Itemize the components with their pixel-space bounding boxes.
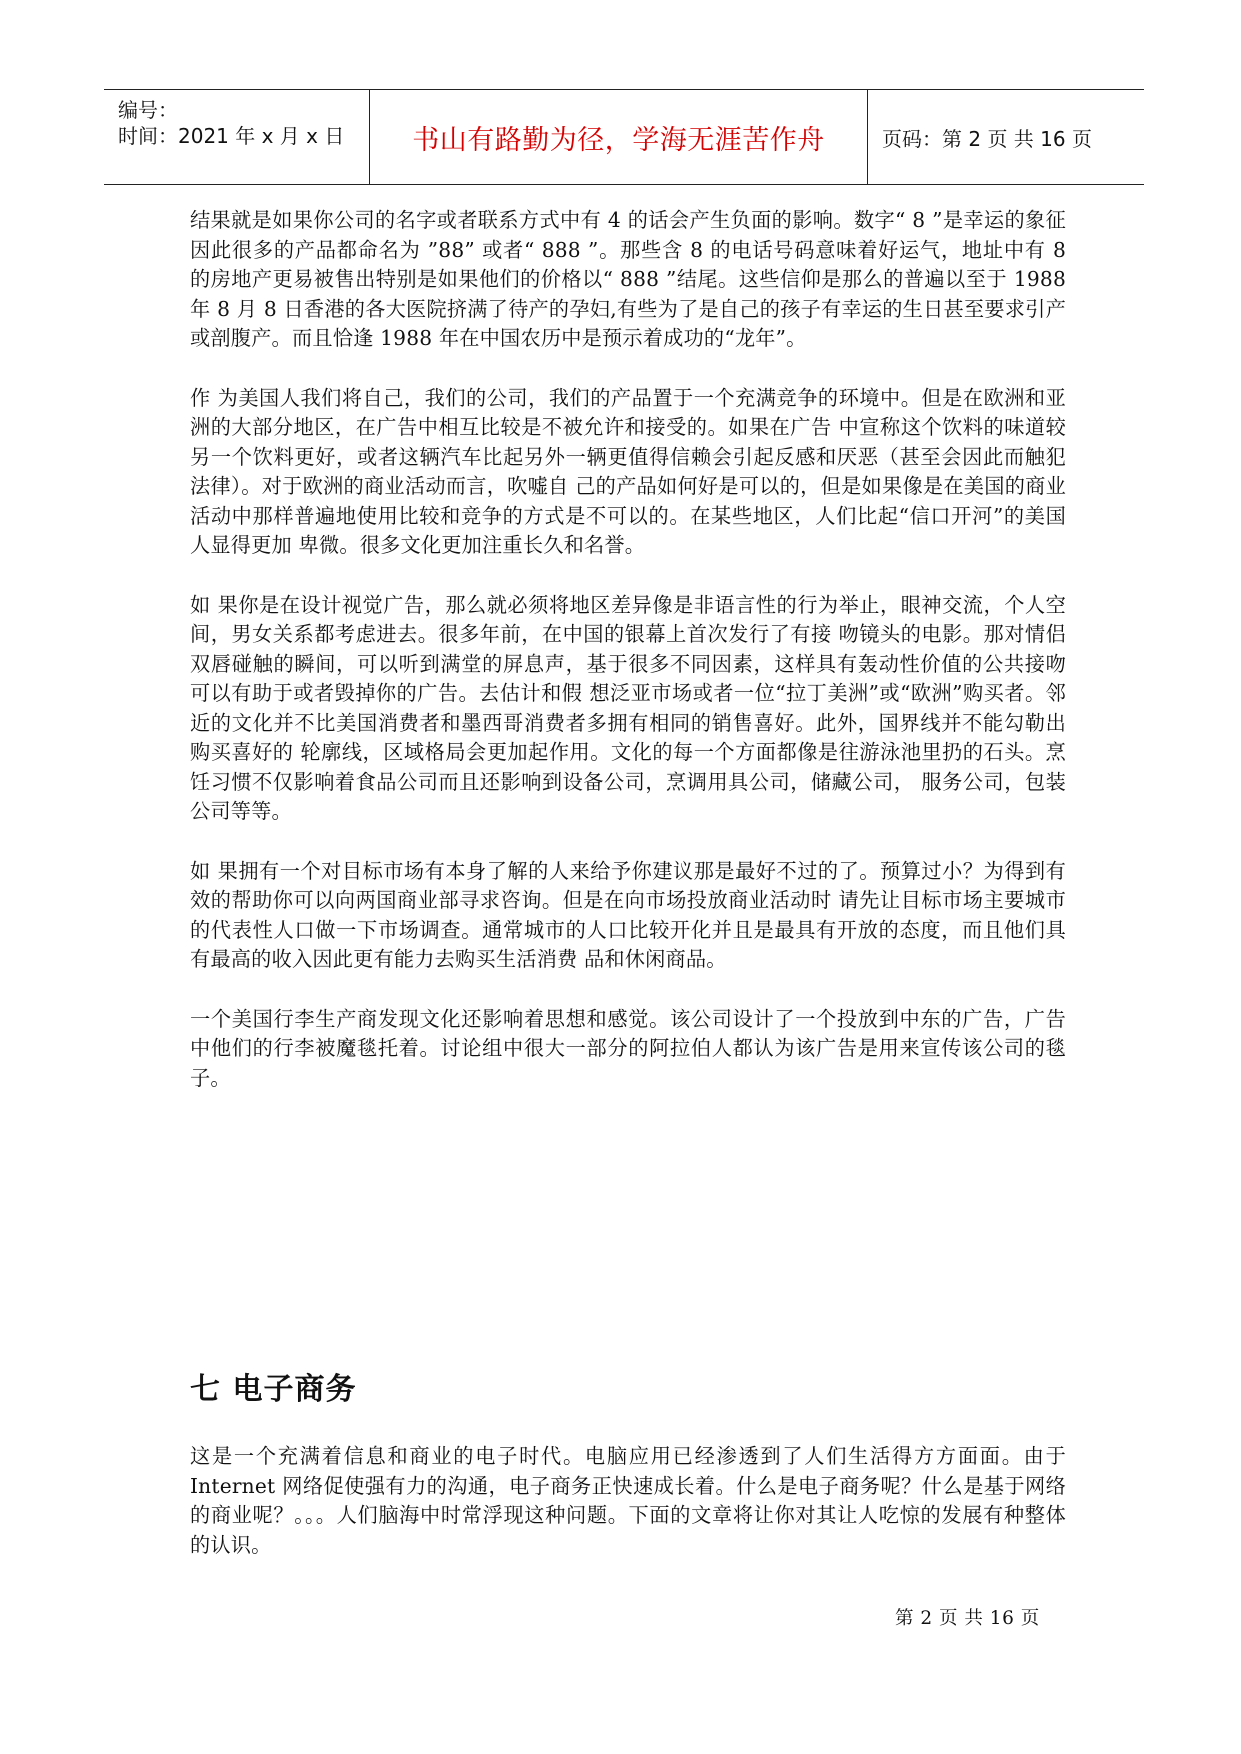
- page-header: [104, 89, 1144, 185]
- paragraph-comparative-ads: 作 为美国人我们将自己，我们的公司，我们的产品置于一个充满竞争的环境中。但是在欧洲和亚洲的大部分地区，在广告中相互比较是不被允许和接受的。如果在广告 中宣称这个饮料的味道较另一个饮料更好，或者这辆汽车比起另外一辆更值得信赖会引起反感和厌恶（甚至会因此而触犯法律）。对于欧洲的商业活动而言，吹嘘自 己的产品如何好是可以的，但是如果像是在美国的商业活动中那样普遍地使用比较和竞争的方式是不可以的。在某些地区，人们比起“信口开河”的美国人显得更加 卑微。很多文化更加注重长久和名誉。: [190, 385, 1066, 557]
- paragraph-luggage-example: 一个美国行李生产商发现文化还影响着思想和感觉。该公司设计了一个投放到中东的广告，广告中他们的行李被魔毯托着。讨论组中很大一部分的阿拉伯人都认为该广告是用来宣传该公司的毯子。: [190, 1006, 1066, 1090]
- paragraph-local-advice: 如 果拥有一个对目标市场有本身了解的人来给予你建议那是最好不过的了。预算过小？为得到有效的帮助你可以向两国商业部寻求咨询。但是在向市场投放商业活动时 请先让目标市场主要城市的代表性人口做一下市场调查。通常城市的人口比较开化并且是最具有开放的态度，而且他们具有最高的收入因此更有能力去购买生活消费 品和休闲商品。: [190, 858, 1066, 971]
- page-footer: 第 2 页 共 16 页: [895, 1608, 1040, 1629]
- header-meta: [104, 90, 370, 184]
- header-motto: 书山有路勤为径，学海无涯苦作舟: [412, 125, 825, 156]
- paragraph-number-luck: 结果就是如果你公司的名字或者联系方式中有 4 的话会产生负面的影响。数字“ 8 ”是幸运的象征因此很多的产品都命名为 ”88” 或者“ 888 ”。那些含 8 的电话号码意味着好运气，地址中有 8 的房地产更易被售出特别是如果他们的价格以“ 888 ”结尾。这些信仰是那么的普遍以至于 1988 年 8 月 8 日香港的各大医院挤满了待产的孕妇,有些为了是自己的孩子有幸运的生日甚至要求引产或剖腹产。而且恰逢 1988 年在中国农历中是预示着成功的“龙年”。: [190, 208, 1066, 350]
- paragraph-visual-ads: 如 果你是在设计视觉广告，那么就必须将地区差异像是非语言性的行为举止，眼神交流，个人空间，男女关系都考虑进去。很多年前，在中国的银幕上首次发行了有接 吻镜头的电影。那对情侣双唇碰触的瞬间，可以听到满堂的屏息声，基于很多不同因素，这样具有轰动性价值的公共接吻可以有助于或者毁掉你的广告。去估计和假 想泛亚市场或者一位“拉丁美洲”或“欧洲”购买者。邻近的文化并不比美国消费者和墨西哥消费者多拥有相同的销售喜好。此外，国界线并不能勾勒出购买喜好的 轮廓线，区域格局会更加起作用。文化的每一个方面都像是往游泳池里扔的石头。烹饪习惯不仅影响着食品公司而且还影响到设备公司，烹调用具公司，储藏公司， 服务公司，包装公司等等。: [190, 592, 1066, 823]
- header-page-label: 页码：第 2 页 共 16 页: [882, 127, 1092, 151]
- section-body: [190, 1442, 1066, 1560]
- header-motto-cell: [370, 90, 868, 184]
- document-number-label: 编号：: [118, 98, 178, 122]
- paragraph-ecommerce-intro: 这是一个充满着信息和商业的电子时代。电脑应用已经渗透到了人们生活得方方面面。由于 Internet 网络促使强有力的沟通，电子商务正快速成长着。什么是电子商务呢？什么是基于网络的商业呢？。。。人们脑海中时常浮现这种问题。下面的文章将让你对其让人吃惊的发展有种整体的认识。: [190, 1444, 1066, 1557]
- document-body: [190, 206, 1066, 1093]
- section-heading: 七 电子商务: [190, 1372, 357, 1407]
- document-time-label: 时间：2021 年 x 月 x 日: [118, 124, 345, 148]
- header-page-cell: [868, 90, 1144, 184]
